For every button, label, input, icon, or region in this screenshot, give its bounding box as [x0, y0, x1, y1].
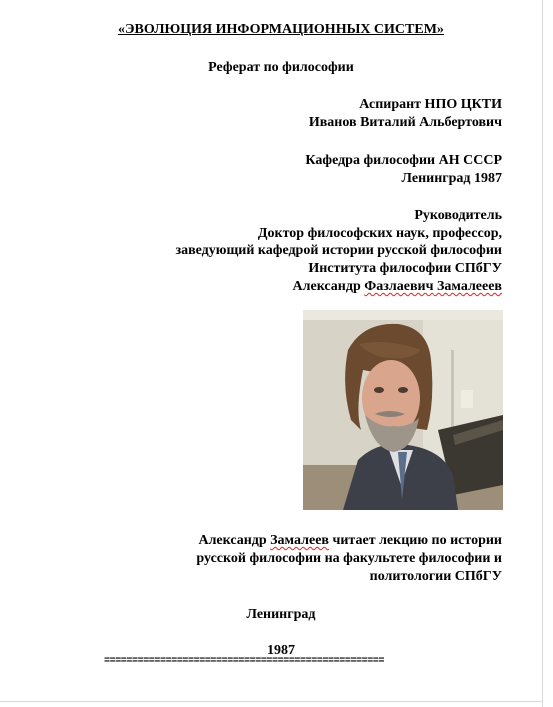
lecture-photo [303, 310, 503, 510]
supervisor-last-name: Замалееев [433, 279, 502, 294]
lecture-photo-image [303, 310, 503, 510]
author-position: Аспирант НПО ЦКТИ [359, 97, 502, 112]
supervisor-patronymic: Фазлаевич [364, 279, 434, 294]
supervisor-first-name: Александр [292, 279, 365, 294]
footer-city: Ленинград [246, 607, 316, 622]
supervisor-title-line2: заведующий кафедрой истории русской философии [175, 243, 502, 258]
caption-first-name: Александр [198, 533, 271, 548]
photo-caption-line1 [198, 532, 502, 549]
page-edge-bottom [0, 701, 543, 702]
caption-line1-rest: читает лекцию по истории [328, 533, 502, 548]
footer-separator: ================================================== [104, 656, 385, 667]
footer-year: 1987 [267, 643, 295, 658]
photo-caption-line3: политологии СПбГУ [369, 569, 502, 584]
supervisor-title-line1: Доктор философских наук, профессор, [257, 226, 502, 241]
supervisor-title-line3: Института философии СПбГУ [308, 261, 502, 276]
department-place-year: Ленинград 1987 [401, 171, 502, 186]
document-subtitle: Реферат по философии [208, 60, 354, 75]
department-name: Кафедра философии АН СССР [305, 153, 502, 168]
photo-caption-line2: русской философии на факультете философии и [196, 551, 502, 566]
page-edge-right [542, 0, 543, 707]
supervisor-name [293, 278, 502, 295]
caption-surname: Замалеев [270, 533, 329, 548]
supervisor-role: Руководитель [414, 208, 502, 223]
author-name: Иванов Виталий Альбертович [308, 115, 502, 130]
document-title: «ЭВОЛЮЦИЯ ИНФОРМАЦИОННЫХ СИСТЕМ» [118, 22, 444, 37]
